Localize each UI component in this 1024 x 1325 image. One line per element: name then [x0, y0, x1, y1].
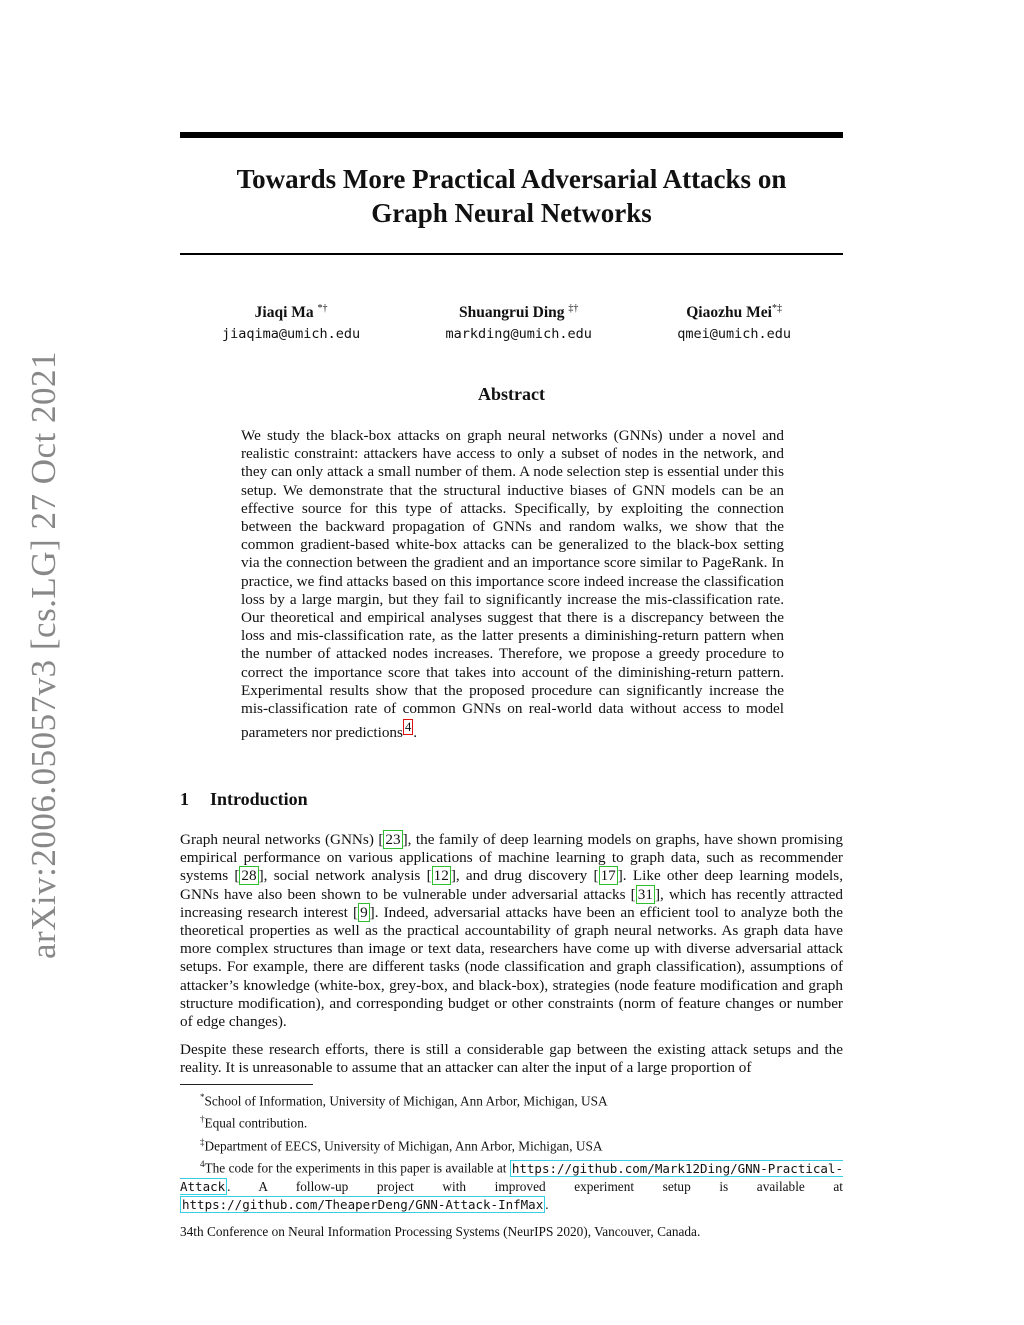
footnote-text: . A follow-up project with improved experiment setup is available at: [227, 1178, 843, 1194]
footnote-ref-link[interactable]: 4: [404, 720, 412, 735]
author-email[interactable]: jiaqima@umich.edu: [222, 326, 361, 343]
author-affiliation-marks: *†: [317, 303, 328, 314]
paragraph-text: ], social network analysis [: [258, 867, 432, 885]
abstract-end: .: [413, 724, 418, 742]
title-line-2: Graph Neural Networks: [371, 198, 652, 228]
author-affiliation-marks: *‡: [771, 303, 782, 314]
intro-paragraph-1: [180, 831, 843, 1031]
paragraph-text: ], the family of deep learning models on graphs, have shown promising empirical performance on various applications of machine learning to graph data, such as recommender systems [: [180, 831, 843, 885]
citation-link[interactable]: 17: [600, 867, 616, 885]
abstract-heading: Abstract: [478, 384, 545, 404]
venue-footer: 34th Conference on Neural Information Processing Systems (NeurIPS 2020), Vancouver, Canada.: [180, 1224, 701, 1239]
author-2: [446, 298, 592, 344]
paper-title: [180, 162, 843, 230]
section-title: Introduction: [210, 789, 308, 809]
footnote-mark: †: [200, 1114, 205, 1125]
paragraph-text: ]. Like other deep learning models, GNNs have also been shown to be vulnerable under adversarial attacks [: [180, 867, 843, 903]
code-url-link[interactable]: https://github.com/Mark12Ding/GNN-Practical-Attack: [180, 1160, 843, 1194]
citation-link[interactable]: 28: [241, 867, 257, 885]
footnote-text: School of Information, University of Michigan, Ann Arbor, Michigan, USA: [204, 1093, 608, 1109]
author-1: [222, 298, 360, 344]
footnote-rule: [180, 1084, 313, 1085]
footnote: [180, 1088, 843, 1110]
footnote: [180, 1133, 843, 1155]
citation-link[interactable]: 9: [360, 903, 368, 921]
paragraph-text: ]. Indeed, adversarial attacks have been an efficient tool to analyze both the theoretical properties as well as the practical accountability of graph neural networks. As graph data have more complex structures than image or text data, researchers have come up with diverse adversarial attack setups. For example, there are different tasks (node classification and graph classification), assumptions of attacker’s knowledge (white-box, grey-box, and black-box), strategies (node feature modification and graph structure modification), and corresponding budget or other constraints (norm of feature changes or number of edge changes).: [180, 903, 843, 1031]
author-3: [677, 298, 791, 344]
title-top-rule: [180, 132, 843, 138]
section-heading: [180, 789, 308, 810]
author-name: Shuangrui Ding: [458, 304, 565, 322]
author-email[interactable]: qmei@umich.edu: [677, 326, 791, 343]
footnote-text: .: [545, 1196, 549, 1212]
citation-link[interactable]: 12: [433, 867, 449, 885]
citation-link[interactable]: 31: [637, 885, 653, 903]
intro-paragraph-2: Despite these research efforts, there is still a considerable gap between the existing attack setups and the reality. It is unreasonable to assume that an attacker can alter the input of a large proportion of: [180, 1041, 843, 1077]
citation-link[interactable]: 23: [385, 831, 401, 848]
arxiv-stamp-text: arXiv:2006.05057v3 [cs.LG] 27 Oct 2021: [24, 350, 63, 960]
author-affiliation-marks: ‡†: [568, 303, 579, 314]
footnote: [180, 1155, 843, 1213]
title-bottom-rule: [180, 253, 843, 255]
section-number: 1: [180, 789, 189, 809]
paragraph-text: ], and drug discovery [: [450, 867, 599, 885]
abstract-body: [241, 427, 784, 743]
footnote-mark: ‡: [200, 1136, 205, 1147]
footnote-text: Department of EECS, University of Michigan, Ann Arbor, Michigan, USA: [204, 1138, 603, 1154]
author-email[interactable]: markding@umich.edu: [445, 326, 592, 343]
paragraph-text: Graph neural networks (GNNs) [: [180, 831, 384, 848]
author-block: [180, 298, 843, 344]
abstract-text: We study the black-box attacks on graph neural networks (GNNs) under a novel and realistic constraint: attackers have access to only a subset of nodes in the network, and they can only attack a small number of them. A node selection step is essential under this setup. We demonstrate that the structural inductive biases of GNN models can be an effective source for this type of attacks. Specifically, by exploiting the connection between the backward propagation of GNNs and random walks, we show that the common gradient-based white-box attacks can be generalized to the black-box setting via the connection between the gradient and an importance score similar to PageRank. In practice, we find attacks based on this importance score indeed increase the classification loss by a large margin, but they fail to significantly increase the mis-classification rate. Our theoretical and empirical analyses suggest that there is a discrepancy between the loss and mis-classification rate, as the latter presents a diminishing-return pattern when the number of attacked nodes increases. Therefore, we propose a greedy procedure to correct the importance score that takes into account of the diminishing-return pattern. Experimental results show that the proposed procedure can significantly increase the mis-classification rate of common GNNs on real-world data without access to model parameters nor predictions: [241, 427, 784, 742]
footnote: [180, 1110, 843, 1132]
footnote-mark: 4: [200, 1159, 205, 1170]
footnotes: [180, 1088, 843, 1214]
footnote-text: The code for the experiments in this paper is available at: [204, 1160, 510, 1176]
footnote-text: Equal contribution.: [204, 1115, 308, 1131]
arxiv-stamp: [14, 350, 74, 960]
paragraph-text: ], which has recently attracted increasing research interest [: [180, 885, 843, 921]
title-line-1: Towards More Practical Adversarial Attacks on: [236, 164, 787, 194]
footnote-mark: *: [200, 1092, 205, 1102]
author-name: Qiaozhu Mei: [686, 304, 772, 322]
followup-url-link[interactable]: https://github.com/TheaperDeng/GNN-Attack-InfMax: [182, 1196, 544, 1212]
author-name: Jiaqi Ma: [254, 304, 314, 322]
